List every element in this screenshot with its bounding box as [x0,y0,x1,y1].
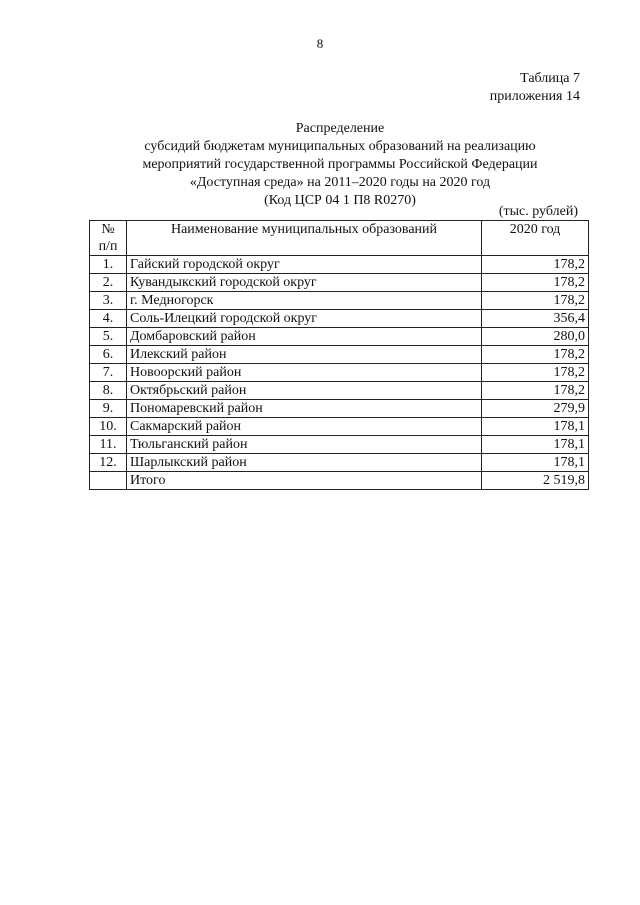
row-name: Сакмарский район [127,418,482,436]
table-reference-line: Таблица 7 [520,71,580,86]
table-row [90,346,589,364]
table-row [90,418,589,436]
row-value: 178,1 [482,418,589,436]
row-value: 279,9 [482,400,589,418]
row-value: 356,4 [482,310,589,328]
row-value: 178,2 [482,256,589,274]
row-name: Гайский городской округ [127,256,482,274]
row-name: Новоорский район [127,364,482,382]
total-value: 2 519,8 [482,472,589,490]
document-heading [90,120,590,210]
total-label: Итого [127,472,482,490]
row-name: Домбаровский район [127,328,482,346]
heading-line: субсидий бюджетам муниципальных образований на реализацию [144,139,536,154]
row-name: Шарлыкский район [127,454,482,472]
heading-line: мероприятий государственной программы Российской Федерации [142,157,538,172]
row-value: 178,2 [482,274,589,292]
table-row [90,364,589,382]
table-total-row [90,472,589,490]
table-row [90,292,589,310]
heading-line: «Доступная среда» на 2011–2020 годы на 2020 год [189,175,491,190]
header-name: Наименование муниципальных образований [127,221,482,256]
table-row [90,310,589,328]
table-row [90,400,589,418]
table-header-row [90,221,589,256]
row-name: Пономаревский район [127,400,482,418]
row-name: Илекский район [127,346,482,364]
row-name: г. Медногорск [127,292,482,310]
subsidies-table [89,220,589,490]
heading-line: (Код ЦСР 04 1 П8 R0270) [264,193,416,208]
row-value: 178,2 [482,346,589,364]
table-reference-line: приложения 14 [489,89,580,104]
row-number: 9. [90,400,127,418]
row-number: 10. [90,418,127,436]
header-number-line: п/п [98,239,118,254]
table-reference [490,70,580,106]
row-value: 178,1 [482,436,589,454]
table-row [90,382,589,400]
row-number: 7. [90,364,127,382]
header-year: 2020 год [482,221,589,256]
row-name: Соль-Илецкий городской округ [127,310,482,328]
header-number-line: № [101,222,115,237]
row-number: 6. [90,346,127,364]
row-name: Октябрьский район [127,382,482,400]
table-row [90,454,589,472]
heading-line: Распределение [295,121,385,136]
row-number: 8. [90,382,127,400]
row-number: 5. [90,328,127,346]
total-number [90,472,127,490]
units-note: (тыс. рублей) [498,204,578,219]
row-value: 280,0 [482,328,589,346]
row-name: Кувандыкский городской округ [127,274,482,292]
row-value: 178,2 [482,382,589,400]
row-value: 178,2 [482,292,589,310]
row-number: 3. [90,292,127,310]
table-row [90,256,589,274]
table-row [90,436,589,454]
row-value: 178,1 [482,454,589,472]
row-number: 11. [90,436,127,454]
page-number: 8 [316,36,324,51]
table-row [90,274,589,292]
row-number: 2. [90,274,127,292]
row-number: 1. [90,256,127,274]
row-number: 12. [90,454,127,472]
row-name: Тюльганский район [127,436,482,454]
row-value: 178,2 [482,364,589,382]
table-row [90,328,589,346]
row-number: 4. [90,310,127,328]
header-number [90,221,127,256]
table-body [90,256,589,490]
